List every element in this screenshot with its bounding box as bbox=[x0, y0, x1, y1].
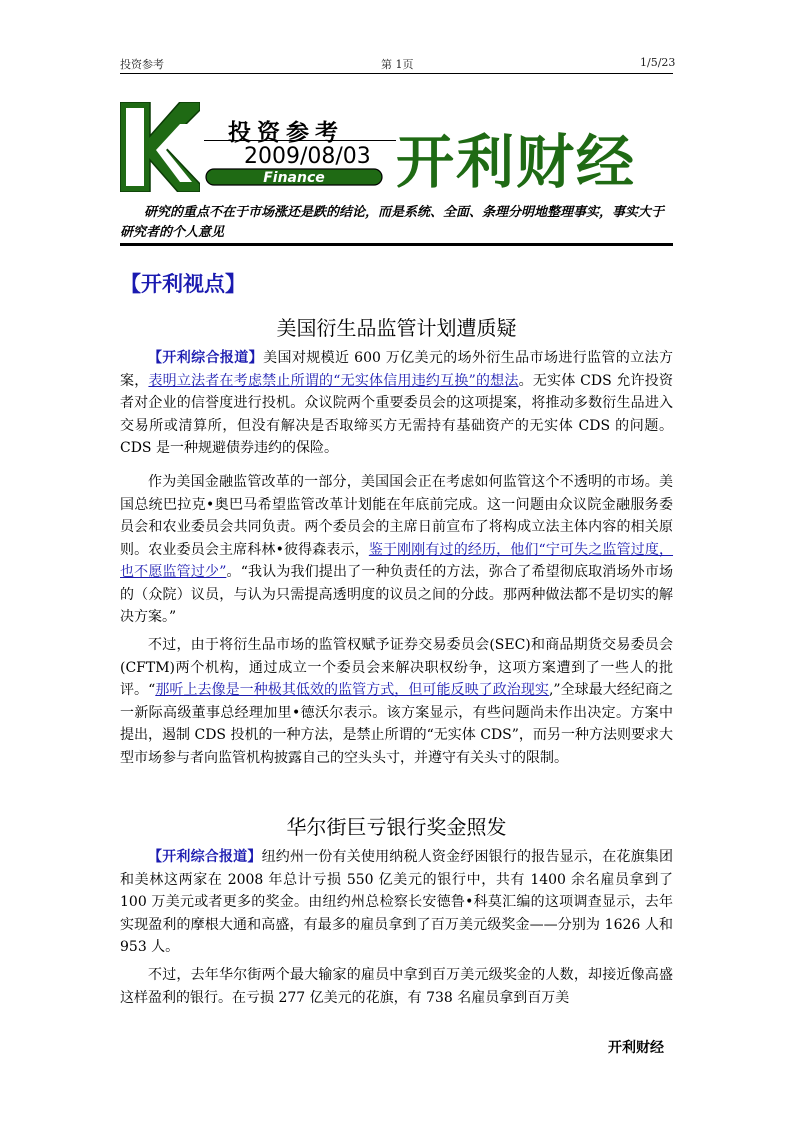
k-logo-icon bbox=[120, 102, 200, 192]
running-header-left: 投资参考 bbox=[120, 58, 164, 71]
article-paragraph: 不过，由于将衍生品市场的监管权赋予证券交易委员会(SEC)和商品期货交易委员会(CFTM)两个机构，通过成立一个委员会来解决职权纷争，这项方案遭到了一些人的批评。“那听上去像是一种极其低效的监管方式，但可能反映了政治现实,”全球最大经纪商之一新际高级董事总经理加里•德沃尔表示。该方案显示，有些问题尚未作出决定。方案中提出，遏制 CDS 投机的一种方法，是禁止所谓的“无实体 CDS”，而另一种方法则要求大型市场参与者向监管机构披露自己的空头头寸，并遵守有关头寸的限制。 bbox=[120, 637, 673, 766]
source-tag: 【开利综合报道】 bbox=[148, 849, 262, 865]
inline-link[interactable]: 那听上去像是一种极其低效的监管方式，但可能反映了政治现实 bbox=[155, 682, 549, 698]
masthead-divider bbox=[120, 243, 673, 246]
inline-link[interactable]: 鉴于刚刚有过的经历，他们“宁可失之监管过度，也不愿监管过少” bbox=[120, 541, 674, 580]
brand-name: 开利财经 bbox=[396, 128, 637, 196]
article-title: 华尔街巨亏银行奖金照发 bbox=[286, 815, 507, 839]
article-paragraph: 不过，去年华尔街两个最大输家的雇员中拿到百万美元级奖金的人数，却接近像高盛这样盈利的银行。在亏损 277 亿美元的花旗，有 738 名雇员拿到百万美 bbox=[120, 967, 673, 1006]
source-tag: 【开利综合报道】 bbox=[148, 350, 264, 366]
inline-link[interactable]: 表明立法者在考虑禁止所谓的“无实体信用违约互换”的想法 bbox=[148, 372, 519, 389]
finance-wordmark-text: Finance bbox=[263, 170, 325, 186]
page-footer: 开利财经 bbox=[608, 1040, 664, 1056]
masthead-title-underline bbox=[204, 140, 396, 141]
tagline: 研究的重点不在于市场涨还是跌的结论，而是系统、全面、条理分明地整理事实，事实大于研究者的个人意见 bbox=[120, 205, 665, 240]
article-paragraph: 【开利综合报道】美国对规模近 600 万亿美元的场外衍生品市场进行监管的立法方案，表明立法者在考虑禁止所谓的“无实体信用违约互换”的想法。无实体 CDS 允许投资者对企业的信誉度进行投机。众议院两个重要委员会的这项提案，将推动多数衍生品进入交易所或清算所，但没有解决是否取缔买方无需持有基础资产的无实体 CDS 的问题。CDS 是一种规避债券违约的保险。 bbox=[120, 350, 674, 456]
masthead-title: 投资参考 bbox=[228, 120, 344, 146]
article-title: 美国衍生品监管计划遭质疑 bbox=[276, 316, 517, 340]
running-header-date: 1/5/23 bbox=[640, 56, 676, 69]
finance-wordmark bbox=[204, 166, 384, 188]
header-divider bbox=[120, 73, 673, 74]
article-paragraph: 【开利综合报道】纽约州一份有关使用纳税人资金纾困银行的报告显示，在花旗集团和美林这两家在 2008 年总计亏损 550 亿美元的银行中，共有 1400 余名雇员拿到了 100 万美元或者更多的奖金。由纽约州总检察长安德鲁•科莫汇编的这项调查显示，去年实现盈利的摩根大通和高盛，有最多的雇员拿到了百万美元级奖金——分别为 1626 人和 953 人。 bbox=[120, 849, 674, 955]
issue-date: 2009/08/03 bbox=[244, 144, 371, 169]
running-header-page: 第 1页 bbox=[381, 58, 414, 71]
article-paragraph: 作为美国金融监管改革的一部分，美国国会正在考虑如何监管这个不透明的市场。美国总统巴拉克•奥巴马希望监管改革计划能在年底前完成。这一问题由众议院金融服务委员会和农业委员会共同负责。两个委员会的主席日前宣布了将构成立法主体内容的相关原则。农业委员会主席科林•彼得森表示，鉴于刚刚有过的经历，他们“宁可失之监管过度，也不愿监管过少”。“我认为我们提出了一种负责任的方法，弥合了希望彻底取消场外市场的（众院）议员，与认为只需提高透明度的议员之间的分歧。那两种做法都不是切实的解决方案。” bbox=[120, 474, 674, 625]
section-heading: 【开利视点】 bbox=[120, 272, 246, 296]
